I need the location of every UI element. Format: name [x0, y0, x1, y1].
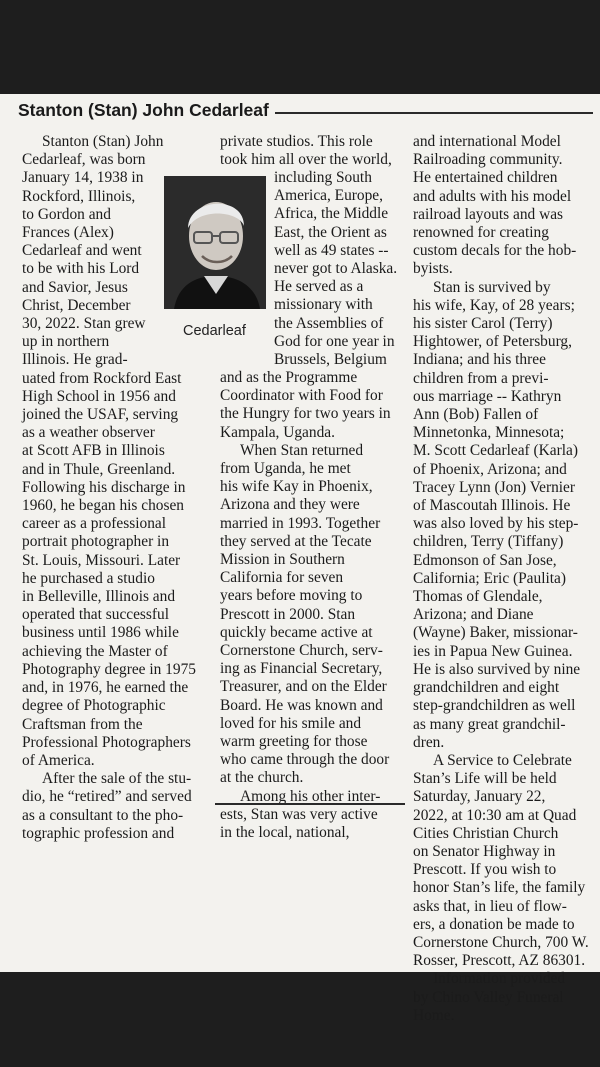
text-line: his wife, Kay, of 28 years;	[413, 296, 575, 314]
text-line: ers, a donation be made to	[413, 915, 575, 933]
text-line: Stan’s Life will be held	[413, 770, 557, 788]
text-line: 1960, he began his chosen	[22, 497, 184, 515]
text-line: including South	[274, 169, 372, 186]
text-line: Photography degree in 1975	[22, 660, 196, 678]
text-line: railroad layouts and was	[413, 205, 564, 223]
text-line: Edmonson of San Jose,	[413, 551, 557, 569]
text-line: dio, he “retired” and served	[22, 788, 192, 806]
text-line: business until 1986 while	[22, 624, 179, 642]
text-line: Mission in Southern	[220, 551, 345, 569]
text-line: warm greeting for those	[220, 733, 368, 751]
text-line: A Service to Celebrate	[433, 751, 572, 769]
text-line: achieving the Master of	[22, 642, 168, 660]
obituary-headline	[18, 100, 593, 121]
text-line: Board. He was known and	[220, 696, 383, 714]
text-line: his wife Kay in Phoenix,	[220, 478, 373, 496]
text-line: ous marriage -- Kathryn	[413, 387, 562, 405]
photo-caption: Cedarleaf	[183, 323, 246, 339]
text-line: Stan is survived by	[433, 278, 551, 296]
text-line: they served at the Tecate	[220, 532, 372, 550]
text-column-2-bottom	[220, 369, 391, 842]
text-line: portrait photographer in	[22, 533, 170, 551]
text-line: in Belleville, Illinois and	[22, 588, 176, 606]
text-line: dren.	[413, 733, 445, 751]
text-line: St. Louis, Missouri. Later	[22, 551, 181, 569]
text-line: renowned for creating	[413, 224, 549, 242]
text-line: Rosser, Prescott, AZ 86301.	[413, 952, 586, 970]
text-line: America, Europe,	[274, 187, 383, 205]
text-line: After the sale of the stu-	[42, 770, 192, 788]
text-line: the Assemblies of	[274, 314, 384, 332]
column-end-rule	[215, 803, 405, 805]
text-line: California; Eric (Paulita)	[413, 569, 566, 587]
text-line: and international Model	[413, 133, 561, 150]
text-line: Cities Christian Church	[413, 824, 559, 842]
text-line: When Stan returned	[240, 441, 364, 459]
text-line: years before moving to	[220, 587, 363, 605]
text-line: Coordinator with Food for	[220, 387, 383, 405]
text-line: He is also survived by nine	[413, 660, 581, 678]
text-line: from Uganda, he met	[220, 460, 351, 478]
text-line: East, the Orient as	[274, 223, 387, 241]
text-line: and Savior, Jesus	[22, 278, 128, 296]
text-line: Tracey Lynn (Jon) Vernier	[413, 478, 575, 496]
text-line: ies in Papua New Guinea.	[413, 642, 573, 660]
text-line: at the church.	[220, 769, 304, 787]
text-line: as a weather observer	[22, 424, 155, 442]
text-line: Cedarleaf and went	[22, 242, 142, 260]
text-line: Christ, December	[22, 296, 131, 314]
text-line: Professional Photographers	[22, 733, 191, 751]
text-line: step-grandchildren as well	[413, 697, 576, 715]
text-line: Information provided	[433, 970, 566, 988]
text-line: Among his other inter-	[240, 787, 381, 805]
text-line: 30, 2022. Stan grew	[22, 315, 146, 333]
text-line: career as a professional	[22, 515, 166, 533]
text-line: (Wayne) Baker, missionar-	[413, 624, 578, 642]
text-line: operated that successful	[22, 606, 170, 624]
text-line: as a consultant to the pho-	[22, 806, 184, 824]
text-line: Arizona; and Diane	[413, 606, 534, 624]
text-line: and in Thule, Greenland.	[22, 460, 176, 478]
text-line: married in 1993. Together	[220, 514, 381, 532]
text-line: Railroading community.	[413, 151, 563, 169]
text-line: ing as Financial Secretary,	[220, 660, 383, 678]
text-line: and as the Programme	[220, 369, 358, 386]
text-line: degree of Photographic	[22, 697, 166, 715]
text-line: his sister Carol (Terry)	[413, 315, 553, 333]
text-line: who came through the door	[220, 751, 390, 769]
text-line: private studios. This role	[220, 133, 373, 150]
text-line: Stanton (Stan) John	[42, 133, 164, 150]
text-line: well as 49 states --	[274, 241, 389, 259]
text-line: he purchased a studio	[22, 569, 155, 587]
text-line: California for seven	[220, 569, 344, 587]
text-line: of Phoenix, Arizona; and	[413, 460, 567, 478]
text-line: January 14, 1938 in	[22, 169, 144, 187]
text-line: Following his discharge in	[22, 478, 186, 496]
portrait-photo	[164, 176, 266, 309]
text-line: of America.	[22, 751, 95, 769]
top-dark-bar	[0, 0, 600, 94]
text-line: Prescott in 2000. Stan	[220, 605, 356, 623]
text-line: God for one year in	[274, 332, 395, 350]
text-line: on Senator Highway in	[413, 842, 556, 860]
text-line: children from a previ-	[413, 369, 549, 387]
text-line: at Scott AFB in Illinois	[22, 442, 165, 460]
text-line: M. Scott Cedarleaf (Karla)	[413, 442, 578, 460]
text-line: the Hungry for two years in	[220, 405, 391, 423]
text-column-3	[413, 133, 589, 1025]
text-line: was also loved by his step-	[413, 515, 579, 533]
text-line: and, in 1976, he earned the	[22, 679, 189, 697]
text-line: Arizona and they were	[220, 496, 360, 514]
text-line: Frances (Alex)	[22, 224, 114, 242]
text-line: as many great grandchil-	[413, 715, 566, 733]
text-line: asks that, in lieu of flow-	[413, 897, 567, 915]
text-line: Cornerstone Church, 700 W.	[413, 933, 589, 951]
headline-title: Stanton (Stan) John Cedarleaf	[18, 100, 275, 121]
text-line: in the local, national,	[220, 824, 350, 842]
text-column-2-wrap	[274, 169, 397, 369]
text-line: tographic profession and	[22, 824, 175, 842]
text-line: Cornerstone Church, serv-	[220, 642, 383, 660]
text-line: Africa, the Middle	[274, 205, 389, 223]
text-line: byists.	[413, 260, 453, 278]
text-line: Brussels, Belgium	[274, 351, 387, 369]
text-line: Saturday, January 22,	[413, 788, 546, 806]
text-line: up in northern	[22, 333, 110, 351]
text-line: Thomas of Glendale,	[413, 588, 543, 606]
text-line: custom decals for the hob-	[413, 242, 577, 260]
text-line: honor Stan’s life, the family	[413, 879, 586, 897]
text-line: uated from Rockford East	[22, 369, 182, 387]
text-line: joined the USAF, serving	[22, 406, 179, 424]
text-line: Indiana; and his three	[413, 351, 546, 369]
text-line: by Chino Valley Funeral	[413, 988, 564, 1006]
text-line: Hightower, of Petersburg,	[413, 333, 572, 351]
text-line: Prescott. If you wish to	[413, 861, 557, 879]
text-line: children, Terry (Tiffany)	[413, 533, 564, 551]
text-line: to be with his Lord	[22, 260, 140, 278]
text-line: Minnetonka, Minnesota;	[413, 424, 565, 442]
text-line: ests, Stan was very active	[220, 805, 378, 823]
text-line: Ann (Bob) Fallen of	[413, 406, 539, 424]
text-line: loved for his smile and	[220, 714, 362, 732]
text-line: missionary with	[274, 296, 373, 314]
text-column-2-top	[220, 133, 392, 169]
text-line: Treasurer, and on the Elder	[220, 678, 387, 696]
text-line: to Gordon and	[22, 205, 111, 223]
text-line: Home.	[413, 1006, 455, 1024]
text-line: Illinois. He grad-	[22, 351, 128, 369]
text-line: Cedarleaf, was born	[22, 151, 146, 169]
text-line: Kampala, Uganda.	[220, 423, 335, 441]
text-line: High School in 1956 and	[22, 387, 176, 405]
text-line: quickly became active at	[220, 623, 373, 641]
text-line: He served as a	[274, 278, 364, 296]
text-line: never got to Alaska.	[274, 260, 398, 278]
text-line: took him all over the world,	[220, 151, 392, 169]
text-line: and adults with his model	[413, 187, 572, 205]
text-line: 2022, at 10:30 am at Quad	[413, 806, 577, 824]
text-line: grandchildren and eight	[413, 679, 560, 697]
headline-rule	[275, 112, 593, 114]
text-line: Rockford, Illinois,	[22, 187, 136, 205]
text-line: Craftsman from the	[22, 715, 143, 733]
text-line: He entertained children	[413, 169, 558, 187]
text-line: of Mascoutah Illinois. He	[413, 497, 571, 515]
